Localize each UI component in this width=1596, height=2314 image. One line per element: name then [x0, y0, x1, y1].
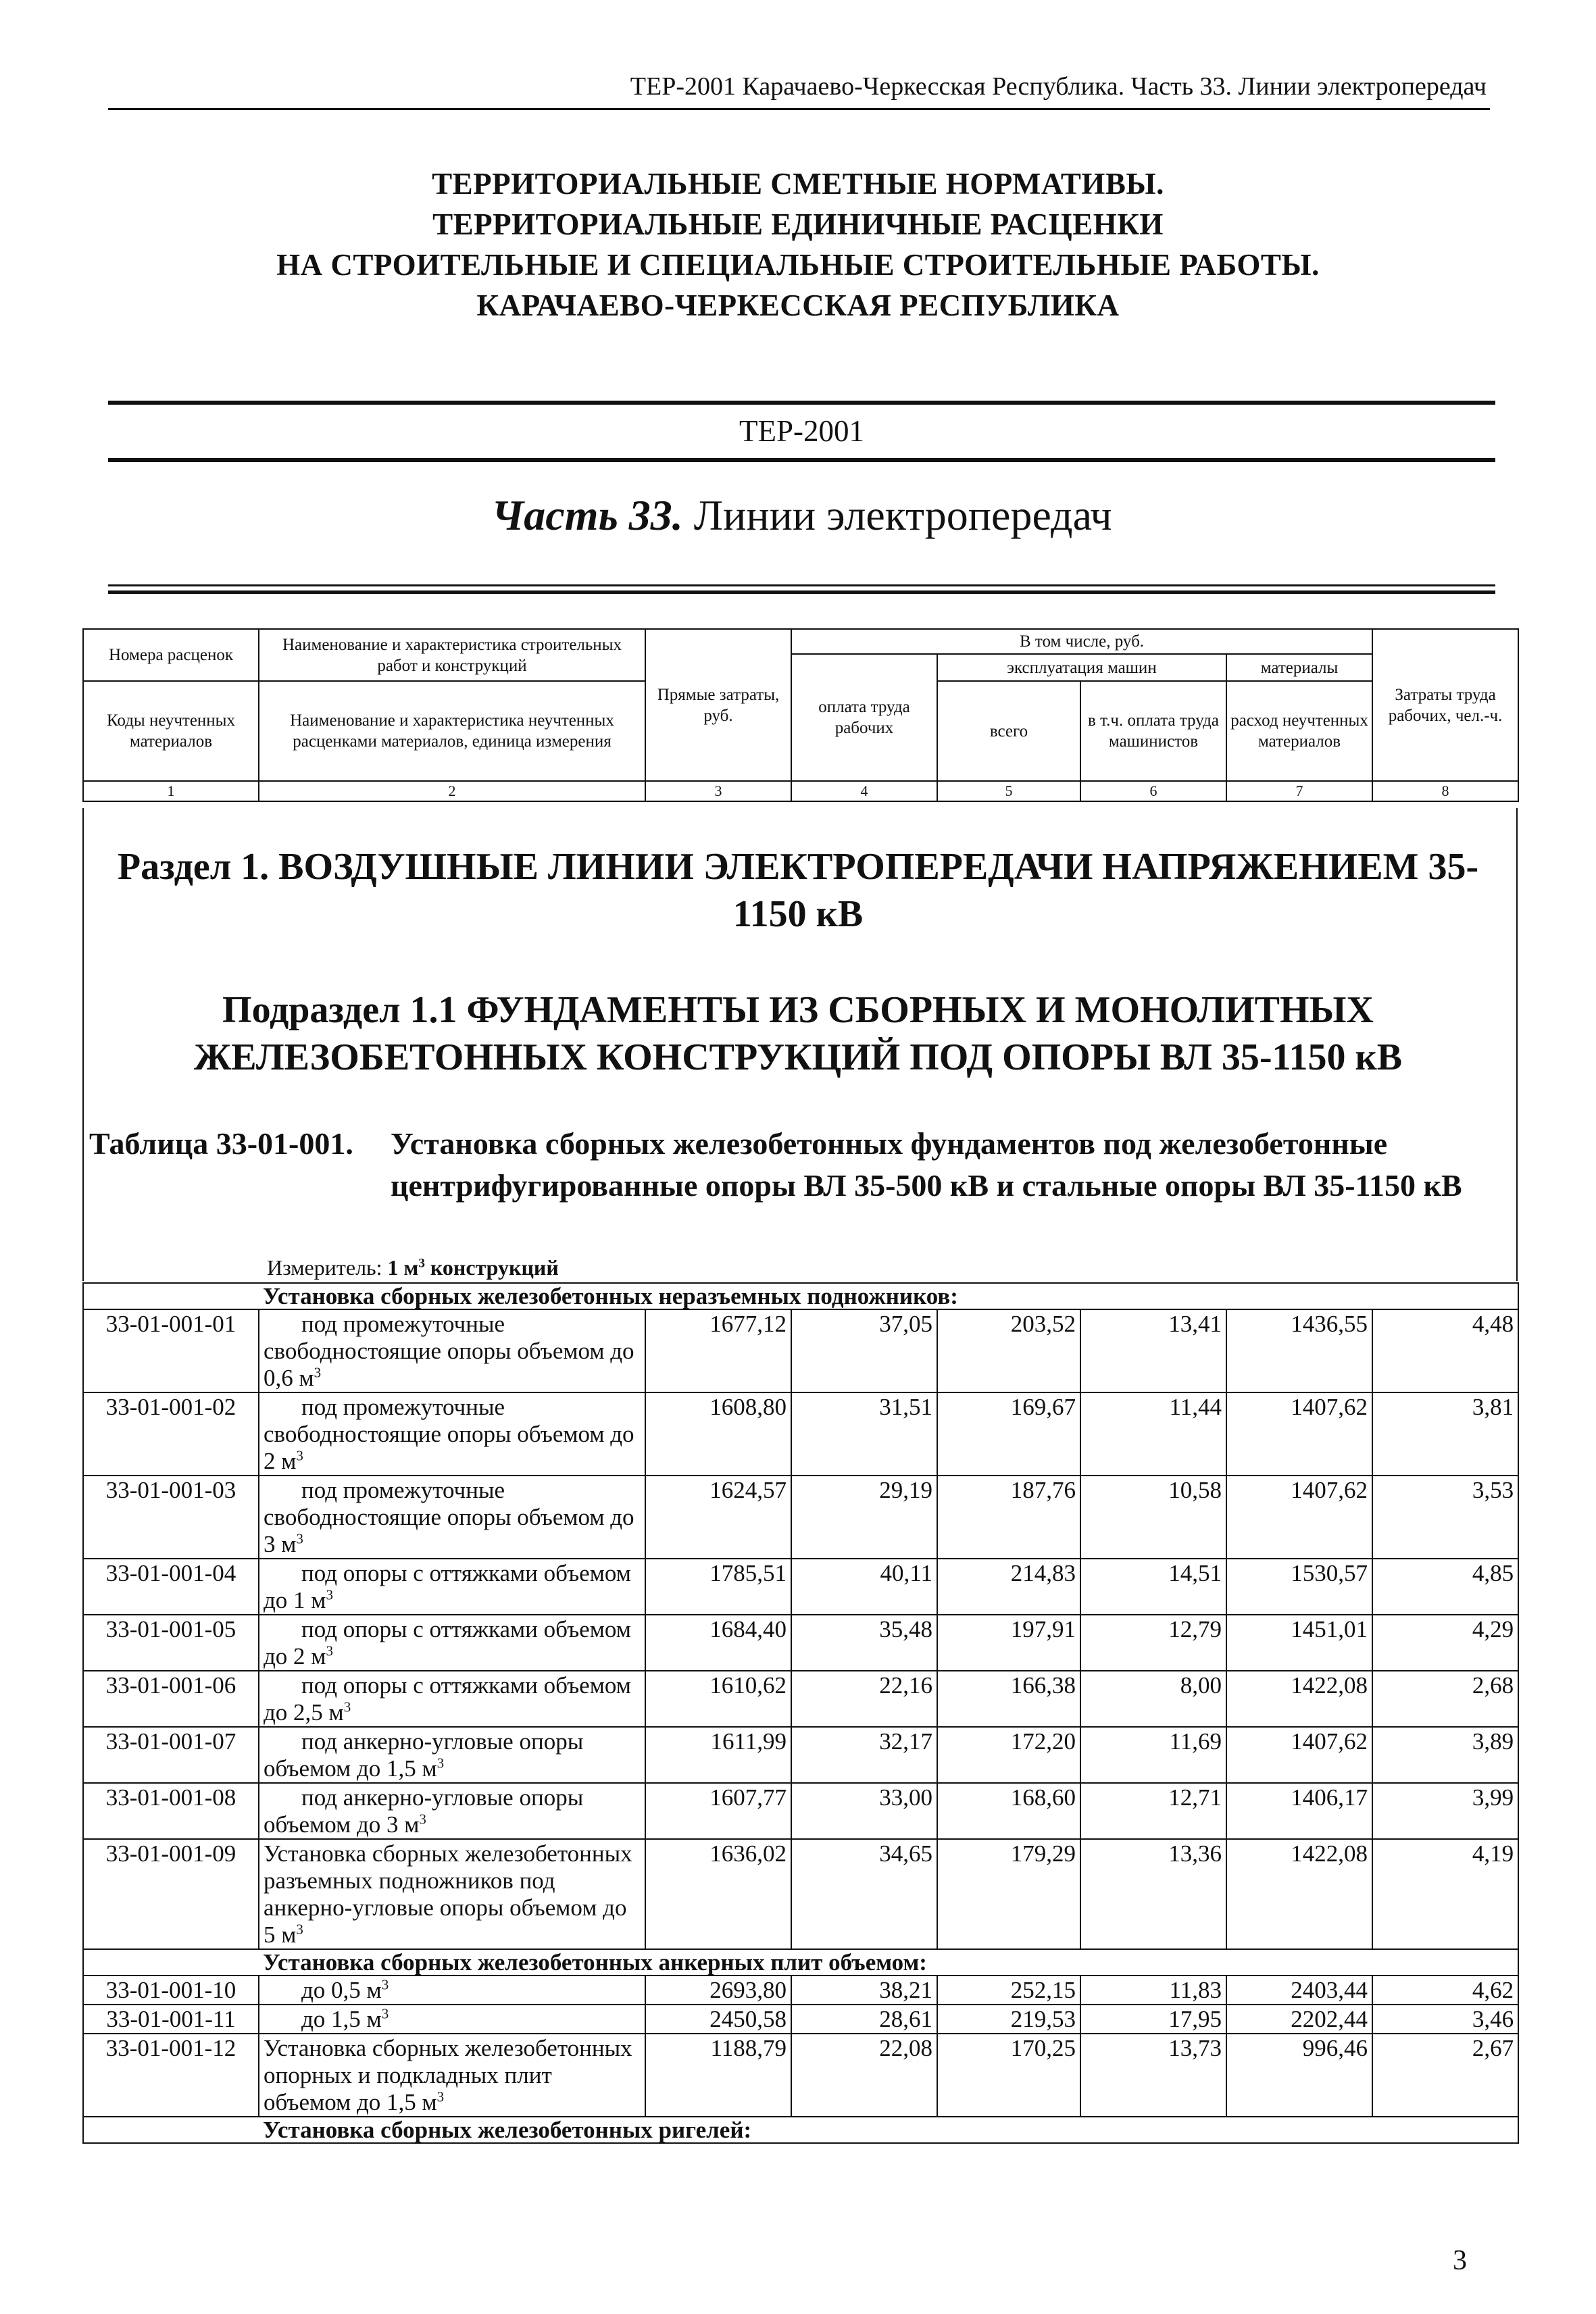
header-work-name: Наименование и характеристика строительных работ и конструкций	[259, 629, 645, 681]
direct-cost: 1684,40	[645, 1615, 791, 1671]
machines-total: 179,29	[937, 1839, 1080, 1949]
labor-hours: 3,53	[1372, 1476, 1518, 1559]
rate-code: 33-01-001-09	[83, 1839, 259, 1949]
direct-cost: 1610,62	[645, 1671, 791, 1727]
machines-total: 169,67	[937, 1392, 1080, 1476]
group-header-spacer	[83, 1283, 259, 1309]
direct-cost: 1608,80	[645, 1392, 791, 1476]
column-number: 8	[1372, 781, 1518, 801]
header-material-name: Наименование и характеристика неучтенных расценками материалов, единица измерения	[259, 681, 645, 781]
measure-value: 1 $м^3$ конструкций	[387, 1255, 559, 1280]
machinist-pay: 14,51	[1080, 1559, 1226, 1615]
labor-pay: 22,08	[791, 2034, 937, 2117]
rate-code: 33-01-001-06	[83, 1671, 259, 1727]
materials-cost: 1407,62	[1226, 1392, 1372, 1476]
header-labor-costs: Затраты труда рабочих, чел.-ч.	[1372, 629, 1518, 781]
labor-pay: 34,65	[791, 1839, 937, 1949]
labor-hours: 4,62	[1372, 1976, 1518, 2005]
column-number: 4	[791, 781, 937, 801]
direct-cost: 1677,12	[645, 1309, 791, 1392]
measure-unit	[267, 1255, 559, 1280]
machinist-pay: 13,73	[1080, 2034, 1226, 2117]
machinist-pay: 13,36	[1080, 1839, 1226, 1949]
work-description: под промежуточные свободностоящие опоры объемом до 2 $м^3$	[259, 1392, 645, 1476]
labor-hours: 4,85	[1372, 1559, 1518, 1615]
labor-pay: 31,51	[791, 1392, 937, 1476]
work-description: под опоры с оттяжками объемом до 2,5 $м^3$	[259, 1671, 645, 1727]
rate-code: 33-01-001-03	[83, 1476, 259, 1559]
rate-code: 33-01-001-04	[83, 1559, 259, 1615]
machinist-pay: 17,95	[1080, 2005, 1226, 2034]
machinist-pay: 10,58	[1080, 1476, 1226, 1559]
document-title	[88, 164, 1508, 326]
work-description: под анкерно-угловые опоры объемом до 3 $м^3$	[259, 1783, 645, 1839]
divider	[108, 584, 1495, 586]
labor-hours: 2,67	[1372, 2034, 1518, 2117]
rates-table	[82, 1282, 1519, 2144]
work-description: Установка сборных железобетонных разъемных подножников под анкерно-угловые опоры объемом до 5 $м^3$	[259, 1839, 645, 1949]
machines-total: 172,20	[937, 1727, 1080, 1783]
labor-pay: 35,48	[791, 1615, 937, 1671]
machines-total: 214,83	[937, 1559, 1080, 1615]
machinist-pay: 12,71	[1080, 1783, 1226, 1839]
labor-hours: 3,46	[1372, 2005, 1518, 2034]
group-header-spacer	[83, 1949, 259, 1976]
table-number: Таблица 33-01-001.	[89, 1126, 353, 1161]
part-label: Часть 33.	[491, 491, 683, 539]
header-material-codes: Коды неучтенных материалов	[83, 681, 259, 781]
labor-pay: 22,16	[791, 1671, 937, 1727]
column-header-table	[82, 628, 1519, 802]
labor-pay: 28,61	[791, 2005, 937, 2034]
title-line: ТЕРРИТОРИАЛЬНЫЕ СМЕТНЫЕ НОРМАТИВЫ.	[432, 167, 1164, 201]
rate-code: 33-01-001-02	[83, 1392, 259, 1476]
materials-cost: 1530,57	[1226, 1559, 1372, 1615]
labor-pay: 38,21	[791, 1976, 937, 2005]
running-header: ТЕР-2001 Карачаево-Черкесская Республика. Часть 33. Линии электропередач	[630, 72, 1487, 101]
rate-code: 33-01-001-11	[83, 2005, 259, 2034]
column-number: 3	[645, 781, 791, 801]
work-description: Установка сборных железобетонных опорных и подкладных плит объемом до 1,5 $м^3$	[259, 2034, 645, 2117]
table-row	[83, 1671, 1518, 1727]
materials-cost: 2403,44	[1226, 1976, 1372, 2005]
direct-cost: 1611,99	[645, 1727, 791, 1783]
rate-code: 33-01-001-10	[83, 1976, 259, 2005]
title-line: ТЕРРИТОРИАЛЬНЫЕ ЕДИНИЧНЫЕ РАСЦЕНКИ	[432, 207, 1164, 241]
work-description: под промежуточные свободностоящие опоры объемом до 0,6 $м^3$	[259, 1309, 645, 1392]
labor-hours: 4,48	[1372, 1309, 1518, 1392]
group-title: Установка сборных железобетонных неразъемных подножников:	[259, 1283, 1518, 1309]
direct-cost: 2693,80	[645, 1976, 791, 2005]
materials-cost: 1406,17	[1226, 1783, 1372, 1839]
group-header-row	[83, 1283, 1518, 1309]
table-row	[83, 1727, 1518, 1783]
column-number: 6	[1080, 781, 1226, 801]
table-row	[83, 1476, 1518, 1559]
ter-code: ТЕР-2001	[739, 414, 864, 448]
column-number: 2	[259, 781, 645, 801]
direct-cost: 1607,77	[645, 1783, 791, 1839]
labor-hours: 4,29	[1372, 1615, 1518, 1671]
table-row	[83, 1976, 1518, 2005]
group-title: Установка сборных железобетонных анкерных плит объемом:	[259, 1949, 1518, 1976]
labor-hours: 3,99	[1372, 1783, 1518, 1839]
rate-code: 33-01-001-12	[83, 2034, 259, 2117]
header-divider	[108, 108, 1490, 110]
work-description: до 0,5 $м^3$	[259, 1976, 645, 2005]
direct-cost: 1636,02	[645, 1839, 791, 1949]
labor-hours: 4,19	[1372, 1839, 1518, 1949]
header-rate-numbers: Номера расценок	[83, 629, 259, 681]
machines-total: 166,38	[937, 1671, 1080, 1727]
labor-hours: 2,68	[1372, 1671, 1518, 1727]
direct-cost: 1785,51	[645, 1559, 791, 1615]
materials-cost: 1407,62	[1226, 1476, 1372, 1559]
table-row	[83, 1615, 1518, 1671]
labor-pay: 32,17	[791, 1727, 937, 1783]
column-number: 1	[83, 781, 259, 801]
work-description: до 1,5 $м^3$	[259, 2005, 645, 2034]
work-description: под промежуточные свободностоящие опоры объемом до 3 $м^3$	[259, 1476, 645, 1559]
rate-code: 33-01-001-05	[83, 1615, 259, 1671]
labor-pay: 40,11	[791, 1559, 937, 1615]
rate-code: 33-01-001-01	[83, 1309, 259, 1392]
work-description: под опоры с оттяжками объемом до 2 $м^3$	[259, 1615, 645, 1671]
work-description: под опоры с оттяжками объемом до 1 $м^3$	[259, 1559, 645, 1615]
machinist-pay: 11,44	[1080, 1392, 1226, 1476]
group-header-row	[83, 2117, 1518, 2143]
machines-total: 252,15	[937, 1976, 1080, 2005]
table-title: Установка сборных железобетонных фундаментов под железобетонные центрифугированные опоры ВЛ 35-500 кВ и стальные опоры ВЛ 35-1150 кВ	[391, 1126, 1462, 1203]
labor-hours: 3,89	[1372, 1727, 1518, 1783]
rate-code: 33-01-001-07	[83, 1727, 259, 1783]
machinist-pay: 11,69	[1080, 1727, 1226, 1783]
labor-pay: 37,05	[791, 1309, 937, 1392]
group-title: Установка сборных железобетонных ригелей:	[259, 2117, 1518, 2143]
machinist-pay: 11,83	[1080, 1976, 1226, 2005]
table-row	[83, 2005, 1518, 2034]
labor-pay: 29,19	[791, 1476, 937, 1559]
part-name: Линии электропередач	[693, 491, 1112, 539]
header-including: В том числе, руб.	[791, 629, 1372, 654]
header-direct-costs: Прямые затраты, руб.	[645, 629, 791, 781]
group-header-row	[83, 1949, 1518, 1976]
header-materials-use: расход неучтенных материалов	[1226, 681, 1372, 781]
part-title	[108, 491, 1495, 540]
title-line: КАРАЧАЕВО-ЧЕРКЕССКАЯ РЕСПУБЛИКА	[476, 288, 1120, 322]
section-title: Раздел 1. ВОЗДУШНЫЕ ЛИНИИ ЭЛЕКТРОПЕРЕДАЧИ НАПРЯЖЕНИЕМ 35-1150 кВ	[117, 846, 1479, 935]
machines-total: 197,91	[937, 1615, 1080, 1671]
table-row	[83, 1839, 1518, 1949]
machines-total: 219,53	[937, 2005, 1080, 2034]
machines-total: 203,52	[937, 1309, 1080, 1392]
materials-cost: 1422,08	[1226, 1671, 1372, 1727]
work-description: под анкерно-угловые опоры объемом до 1,5 $м^3$	[259, 1727, 645, 1783]
machines-total: 170,25	[937, 2034, 1080, 2117]
table-row	[83, 1783, 1518, 1839]
header-machines: эксплуатация машин	[937, 654, 1226, 681]
machines-total: 187,76	[937, 1476, 1080, 1559]
table-row	[83, 1559, 1518, 1615]
materials-cost: 2202,44	[1226, 2005, 1372, 2034]
column-number: 7	[1226, 781, 1372, 801]
table-row	[83, 1309, 1518, 1392]
machines-total: 168,60	[937, 1783, 1080, 1839]
page-number: 3	[1453, 2245, 1467, 2276]
header-machinist-pay: в т.ч. оплата труда машинистов	[1080, 681, 1226, 781]
header-labor-pay: оплата труда рабочих	[791, 654, 937, 781]
machinist-pay: 12,79	[1080, 1615, 1226, 1671]
header-machines-total: всего	[937, 681, 1080, 781]
table-row	[83, 2034, 1518, 2117]
materials-cost: 1407,62	[1226, 1727, 1372, 1783]
direct-cost: 1188,79	[645, 2034, 791, 2117]
measure-label: Измеритель:	[267, 1255, 382, 1280]
rate-code: 33-01-001-08	[83, 1783, 259, 1839]
group-header-spacer	[83, 2117, 259, 2143]
machinist-pay: 8,00	[1080, 1671, 1226, 1727]
column-number: 5	[937, 781, 1080, 801]
divider	[108, 401, 1495, 405]
labor-pay: 33,00	[791, 1783, 937, 1839]
divider	[108, 590, 1495, 594]
materials-cost: 1451,01	[1226, 1615, 1372, 1671]
subsection-title: Подраздел 1.1 ФУНДАМЕНТЫ ИЗ СБОРНЫХ И МОНОЛИТНЫХ ЖЕЛЕЗОБЕТОННЫХ КОНСТРУКЦИЙ ПОД ОПОРЫ ВЛ 35-1150 кВ	[193, 989, 1403, 1078]
direct-cost: 2450,58	[645, 2005, 791, 2034]
title-line: НА СТРОИТЕЛЬНЫЕ И СПЕЦИАЛЬНЫЕ СТРОИТЕЛЬНЫЕ РАБОТЫ.	[276, 248, 1320, 282]
direct-cost: 1624,57	[645, 1476, 791, 1559]
materials-cost: 1422,08	[1226, 1839, 1372, 1949]
table-row	[83, 1392, 1518, 1476]
header-materials: материалы	[1226, 654, 1372, 681]
materials-cost: 1436,55	[1226, 1309, 1372, 1392]
machinist-pay: 13,41	[1080, 1309, 1226, 1392]
materials-cost: 996,46	[1226, 2034, 1372, 2117]
labor-hours: 3,81	[1372, 1392, 1518, 1476]
divider	[108, 458, 1495, 462]
